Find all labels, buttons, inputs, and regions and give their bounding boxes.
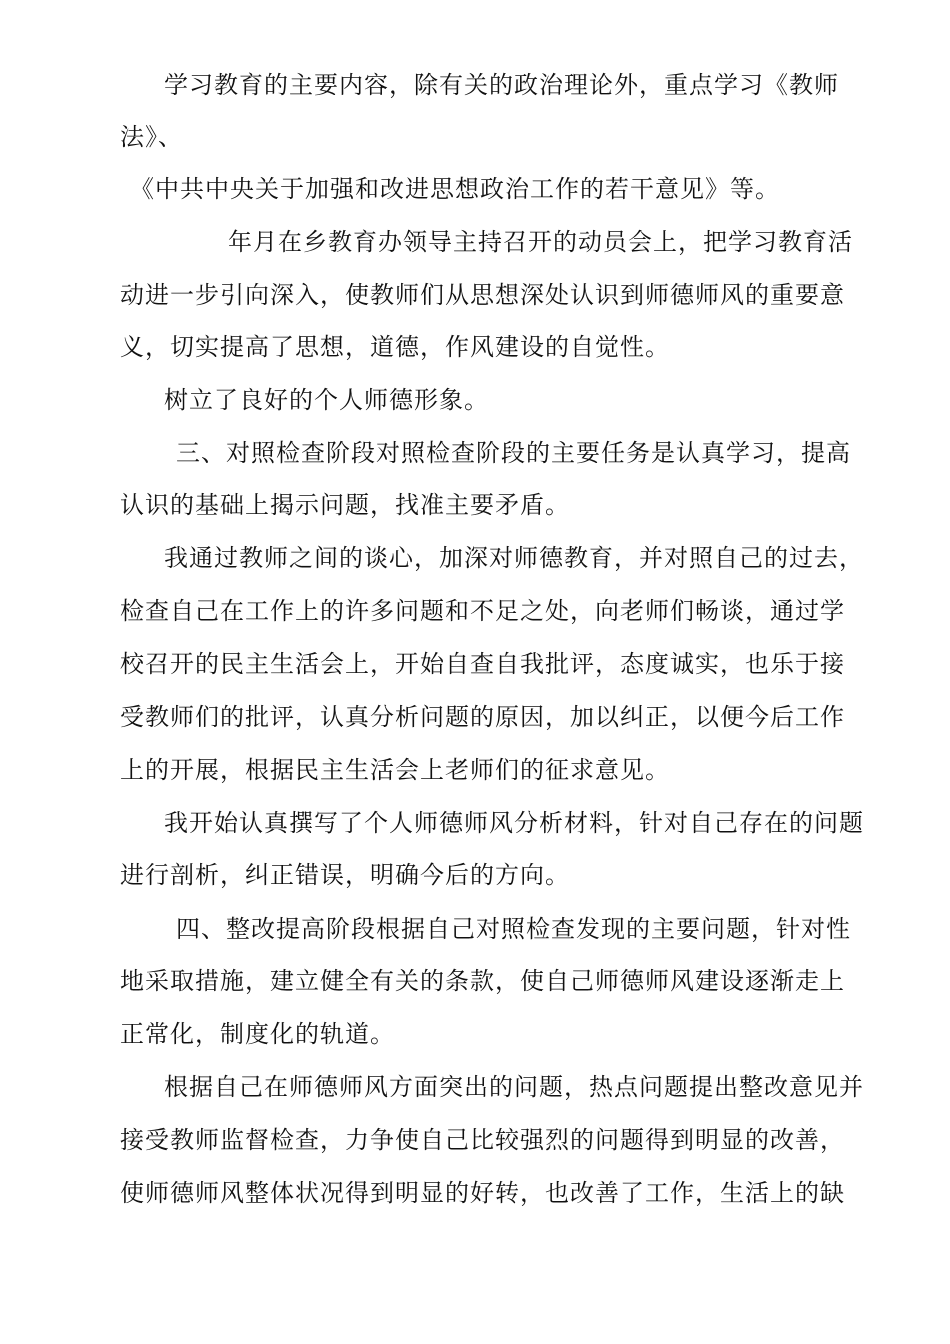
text-line: 年月在乡教育办领导主持召开的动员会上，把学习教育活 xyxy=(228,228,853,256)
text-line: 检查自己在工作上的许多问题和不足之处，向老师们畅谈，通过学 xyxy=(120,597,845,625)
text-line: 我开始认真撰写了个人师德师风分析材料，针对自己存在的问题 xyxy=(164,809,864,837)
text-line: 受教师们的批评，认真分析问题的原因，加以纠正，以便今后工作 xyxy=(120,703,845,731)
text-line: 地采取措施，建立健全有关的条款，使自己师德师风建设逐渐走上 xyxy=(120,967,845,995)
text-line: 接受教师监督检查，力争使自己比较强烈的问题得到明显的改善， xyxy=(120,1126,845,1154)
text-line: 法》、 xyxy=(120,123,183,151)
text-line: 动进一步引向深入，使教师们从思想深处认识到师德师风的重要意 xyxy=(120,281,845,309)
text-line: 义，切实提高了思想，道德，作风建设的自觉性。 xyxy=(120,333,670,361)
text-line: 校召开的民主生活会上，开始自查自我批评，态度诚实，也乐于接 xyxy=(120,650,845,678)
text-line: 认识的基础上揭示问题，找准主要矛盾。 xyxy=(120,491,570,519)
text-line: 我通过教师之间的谈心，加深对师德教育，并对照自己的过去， xyxy=(164,544,864,572)
text-line: 上的开展，根据民主生活会上老师们的征求意见。 xyxy=(120,756,670,784)
text-line: 三、对照检查阶段对照检查阶段的主要任务是认真学习，提高 xyxy=(176,439,851,467)
text-line: 树立了良好的个人师德形象。 xyxy=(164,386,489,414)
text-line: 学习教育的主要内容，除有关的政治理论外，重点学习《教师 xyxy=(164,71,839,99)
text-line: 《中共中央关于加强和改进思想政治工作的若干意见》等。 xyxy=(130,175,780,203)
text-line: 进行剖析，纠正错误，明确今后的方向。 xyxy=(120,861,570,889)
text-line: 四、整改提高阶段根据自己对照检查发现的主要问题，针对性 xyxy=(176,915,851,943)
text-line: 正常化，制度化的轨道。 xyxy=(120,1020,395,1048)
text-line: 根据自己在师德师风方面突出的问题，热点问题提出整改意见并 xyxy=(164,1073,864,1101)
text-line: 使师德师风整体状况得到明显的好转，也改善了工作，生活上的缺 xyxy=(120,1179,845,1207)
